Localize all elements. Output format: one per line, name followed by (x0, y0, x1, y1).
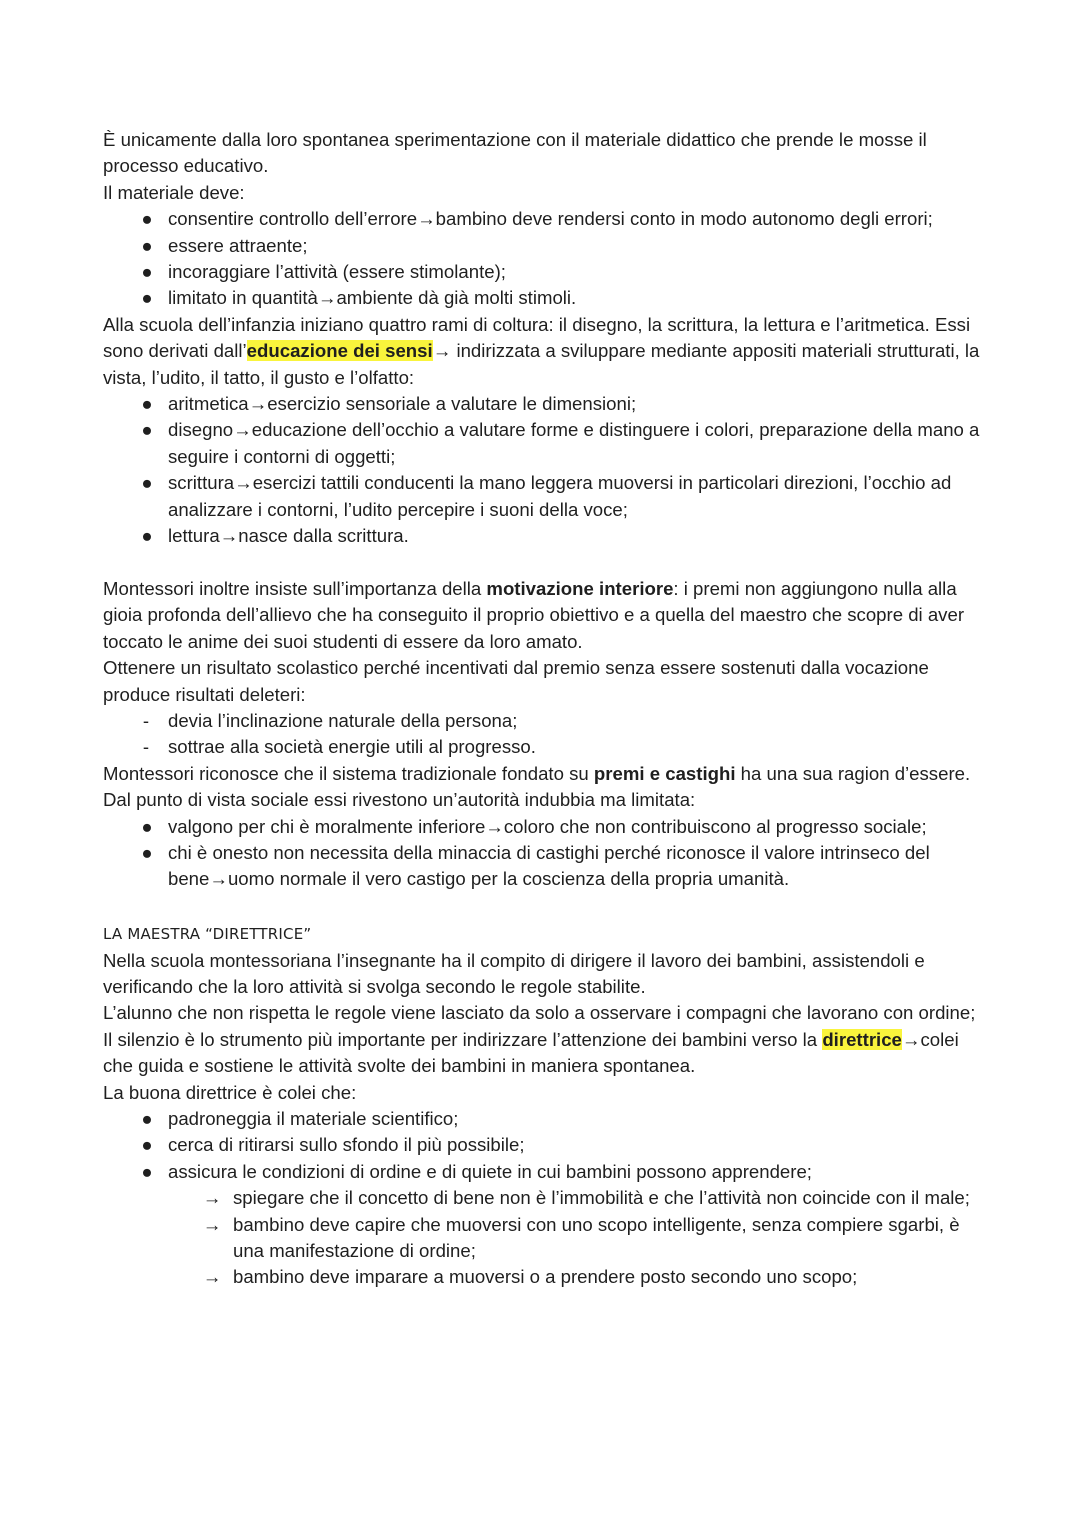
list-item: ● disegno→educazione dell’occhio a valutare forme e distinguere i colori, preparazione della mano a seguire i contorni di oggetti; (103, 417, 983, 470)
paragraph-material-heading: Il materiale deve: (103, 181, 245, 203)
list-item: ● scrittura→esercizi tattili conducenti la mano leggera muoversi in particolari direzioni, l’occhio ad analizzare i contorni, l’udito percepire i suoni della voce; (103, 470, 983, 523)
bullet-icon: ● (141, 815, 153, 837)
dash-icon: - (142, 709, 150, 731)
list-item: - sottrae alla società energie utili al progresso. (103, 734, 983, 760)
document-page (103, 127, 983, 1291)
bullet-icon: ● (141, 841, 153, 863)
section-heading: LA MAESTRA “DIRETTRICE” (103, 925, 312, 944)
bold-term: premi e castighi (593, 762, 736, 784)
bullet-icon: ● (141, 208, 153, 230)
bullet-icon: ● (141, 261, 153, 283)
social-list (103, 814, 983, 893)
paragraph-rules: L’alunno che non rispetta le regole viene lasciato da solo a osservare i compagni che lavorano con ordine; (103, 1002, 976, 1024)
bullet-icon: ● (141, 287, 153, 309)
bullet-icon: ● (141, 1160, 153, 1182)
arrow-right-icon: → (202, 1266, 222, 1288)
spacer (103, 550, 983, 576)
dash-icon: - (142, 736, 150, 758)
arrow-right-icon: → (202, 1213, 222, 1235)
bullet-icon: ● (141, 1134, 153, 1156)
bold-term: motivazione interiore (486, 577, 674, 599)
bullet-icon: ● (141, 1108, 153, 1129)
paragraph-social: Dal punto di vista sociale essi rivestono un’autorità indubbia ma limitata: (103, 789, 696, 811)
paragraph-rewards: Montessori riconosce che il sistema tradizionale fondato su premi e castighi ha una sua ragion d’essere. (103, 762, 971, 784)
teacher-qualities-list (103, 1106, 983, 1185)
list-item: ● cerca di ritirarsi sullo sfondo il più possibile; (103, 1132, 983, 1158)
paragraph-results: Ottenere un risultato scolastico perché incentivati dal premio senza essere sostenuti dalla vocazione produce risultati deleteri: (103, 657, 929, 705)
list-item: ● lettura→nasce dalla scrittura. (103, 523, 983, 549)
order-sublist (103, 1185, 983, 1291)
spacer (103, 893, 983, 919)
paragraph-silence: Il silenzio è lo strumento più importante per indirizzare l’attenzione dei bambini verso la direttrice→colei che guida e sostiene le attività svolte dei bambini in maniera spontanea. (103, 1028, 959, 1077)
paragraph-good-teacher: La buona direttrice è colei che: (103, 1081, 357, 1103)
list-item: ● padroneggia il materiale scientifico; (103, 1106, 983, 1132)
list-item: ● aritmetica→esercizio sensoriale a valutare le dimensioni; (103, 391, 983, 417)
highlighted-term: educazione dei sensi (246, 340, 433, 362)
highlighted-term: direttrice (822, 1028, 902, 1050)
branches-list (103, 391, 983, 549)
list-item: ● consentire controllo dell’errore→bambino deve rendersi conto in modo autonomo degli errori; (103, 206, 983, 232)
bullet-icon: ● (141, 234, 153, 256)
bullet-icon: ● (141, 419, 153, 441)
bullet-icon: ● (141, 393, 153, 415)
paragraph-motivation: Montessori inoltre insiste sull’importanza della motivazione interiore: i premi non aggiungono nulla alla gioia profonda dell’allievo che ha conseguito il proprio obiettivo e a quella del maestro che scopre di aver toccato le anime dei suoi studenti di essere da loro amato. (103, 577, 965, 652)
consequences-list (103, 708, 983, 761)
paragraph-intro: È unicamente dalla loro spontanea sperimentazione con il materiale didattico che prende le mosse il processo educativo. (103, 129, 927, 177)
list-item: ● assicura le condizioni di ordine e di quiete in cui bambini possono apprendere; (103, 1159, 983, 1185)
list-item: → spiegare che il concetto di bene non è l’immobilità e che l’attività non coincide con il male; (103, 1185, 983, 1211)
list-item: - devia l’inclinazione naturale della persona; (103, 708, 983, 734)
list-item: ● limitato in quantità→ambiente dà già molti stimoli. (103, 285, 983, 311)
list-item: ● valgono per chi è moralmente inferiore→coloro che non contribuiscono al progresso sociale; (103, 814, 983, 840)
list-item: ● essere attraente; (103, 233, 983, 259)
paragraph-teacher-role: Nella scuola montessoriana l’insegnante ha il compito di dirigere il lavoro dei bambini, assistendoli e verificando che la loro attività si svolga secondo le regole stabilite. (103, 949, 925, 997)
bullet-icon: ● (141, 525, 153, 547)
bullet-icon: ● (141, 472, 153, 494)
list-item: ● incoraggiare l’attività (essere stimolante); (103, 259, 983, 285)
list-item: → bambino deve capire che muoversi con uno scopo intelligente, senza compiere sgarbi, è una manifestazione di ordine; (103, 1212, 983, 1265)
list-item: → bambino deve imparare a muoversi o a prendere posto secondo uno scopo; (103, 1264, 983, 1290)
list-item: ● chi è onesto non necessita della minaccia di castighi perché riconosce il valore intrinseco del bene→uomo normale il vero castigo per la coscienza della propria umanità. (103, 840, 983, 893)
material-requirements-list (103, 206, 983, 312)
arrow-right-icon: → (202, 1187, 222, 1209)
paragraph-branches: Alla scuola dell’infanzia iniziano quattro rami di coltura: il disegno, la scrittura, la lettura e l’aritmetica. Essi sono derivati dall’educazione dei sensi→ indirizzata a sviluppare mediante appositi materiali strutturati, la vista, l’udito, il tatto, il gusto e l’olfatto: (103, 313, 980, 388)
